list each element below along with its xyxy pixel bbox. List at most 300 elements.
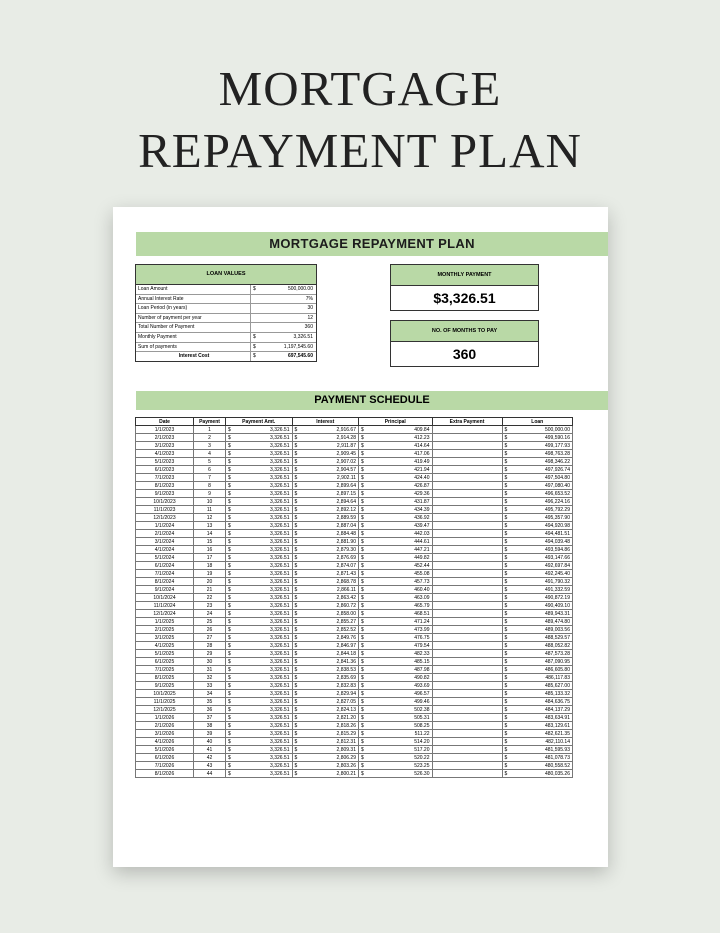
cell-currency: $ [502, 610, 513, 618]
cell-payment-no: 10 [194, 498, 226, 506]
cell-loan: 494,920.98 [513, 522, 573, 530]
cell-currency: $ [292, 682, 303, 690]
cell-currency: $ [359, 698, 370, 706]
loan-value-amount: 3,326.51 [293, 333, 313, 340]
cell-currency: $ [292, 634, 303, 642]
cell-loan: 482,110.14 [513, 738, 573, 746]
cell-currency: $ [292, 474, 303, 482]
cell-currency: $ [359, 634, 370, 642]
cell-principal: 442.03 [369, 530, 432, 538]
cell-currency: $ [359, 498, 370, 506]
cell-currency: $ [359, 722, 370, 730]
cell-interest: 2,911.87 [303, 442, 359, 450]
cell-extra-payment [432, 754, 502, 762]
cell-interest: 2,866.11 [303, 586, 359, 594]
cell-extra-payment [432, 626, 502, 634]
cell-extra-payment [432, 658, 502, 666]
cell-loan: 486,117.83 [513, 674, 573, 682]
cell-currency: $ [502, 746, 513, 754]
spreadsheet-sheet [113, 207, 608, 867]
cell-interest: 2,858.00 [303, 610, 359, 618]
cell-payment-no: 35 [194, 698, 226, 706]
cell-extra-payment [432, 554, 502, 562]
cell-payment-amt: 3,326.51 [236, 682, 292, 690]
loan-value-label: Interest Cost [136, 352, 251, 361]
cell-currency: $ [359, 738, 370, 746]
table-row [136, 738, 573, 746]
cell-principal: 417.06 [369, 450, 432, 458]
cell-currency: $ [359, 554, 370, 562]
cell-principal: 493.69 [369, 682, 432, 690]
cell-currency: $ [226, 458, 237, 466]
cell-extra-payment [432, 770, 502, 778]
cell-currency: $ [226, 698, 237, 706]
cell-interest: 2,832.83 [303, 682, 359, 690]
cell-currency: $ [292, 650, 303, 658]
cell-extra-payment [432, 482, 502, 490]
table-row [136, 426, 573, 434]
cell-loan: 494,039.48 [513, 538, 573, 546]
loan-value-amount: 12 [307, 314, 313, 321]
cell-currency: $ [292, 458, 303, 466]
cell-currency: $ [359, 586, 370, 594]
cell-principal: 496.57 [369, 690, 432, 698]
cell-extra-payment [432, 650, 502, 658]
cell-currency: $ [502, 626, 513, 634]
cell-payment-no: 5 [194, 458, 226, 466]
cell-date: 3/1/2026 [136, 730, 194, 738]
cell-payment-amt: 3,326.51 [236, 690, 292, 698]
cell-currency: $ [292, 610, 303, 618]
cell-currency: $ [359, 682, 370, 690]
cell-currency: $ [359, 426, 370, 434]
cell-extra-payment [432, 474, 502, 482]
cell-currency: $ [359, 690, 370, 698]
cell-loan: 499,177.93 [513, 442, 573, 450]
cell-currency: $ [502, 434, 513, 442]
cell-date: 7/1/2026 [136, 762, 194, 770]
cell-currency: $ [359, 754, 370, 762]
cell-interest: 2,818.26 [303, 722, 359, 730]
cell-extra-payment [432, 578, 502, 586]
months-to-pay-value: 360 [452, 346, 477, 362]
cell-currency: $ [292, 578, 303, 586]
cell-date: 1/1/2026 [136, 714, 194, 722]
cell-currency: $ [359, 666, 370, 674]
cell-currency: $ [502, 570, 513, 578]
cell-date: 11/1/2024 [136, 602, 194, 610]
col-loan: Loan [502, 418, 573, 426]
cell-loan: 487,090.95 [513, 658, 573, 666]
cell-date: 4/1/2026 [136, 738, 194, 746]
loan-value-currency: $ [253, 333, 256, 340]
cell-currency: $ [502, 642, 513, 650]
page-headline [0, 58, 720, 182]
cell-currency: $ [502, 450, 513, 458]
cell-currency: $ [226, 754, 237, 762]
cell-extra-payment [432, 722, 502, 730]
cell-loan: 489,474.80 [513, 618, 573, 626]
loan-value-currency [251, 295, 261, 304]
cell-currency: $ [226, 482, 237, 490]
cell-loan: 494,481.51 [513, 530, 573, 538]
cell-payment-amt: 3,326.51 [236, 450, 292, 458]
cell-payment-amt: 3,326.51 [236, 514, 292, 522]
schedule-header-row [136, 418, 573, 426]
cell-currency: $ [292, 538, 303, 546]
cell-currency: $ [292, 602, 303, 610]
cell-payment-amt: 3,326.51 [236, 730, 292, 738]
loan-value-row [136, 333, 316, 343]
cell-loan: 485,133.32 [513, 690, 573, 698]
table-row [136, 602, 573, 610]
cell-extra-payment [432, 682, 502, 690]
table-row [136, 482, 573, 490]
loan-value-amount: 7% [305, 295, 313, 302]
cell-currency: $ [359, 442, 370, 450]
cell-currency: $ [292, 490, 303, 498]
cell-payment-amt: 3,326.51 [236, 714, 292, 722]
cell-extra-payment [432, 458, 502, 466]
cell-loan: 480,558.52 [513, 762, 573, 770]
cell-payment-amt: 3,326.51 [236, 674, 292, 682]
cell-principal: 421.94 [369, 466, 432, 474]
cell-loan: 500,000.00 [513, 426, 573, 434]
cell-principal: 514.20 [369, 738, 432, 746]
cell-payment-amt: 3,326.51 [236, 474, 292, 482]
table-row [136, 522, 573, 530]
cell-payment-no: 11 [194, 506, 226, 514]
loan-value-amount: 30 [307, 305, 313, 312]
table-row [136, 442, 573, 450]
cell-interest: 2,914.28 [303, 434, 359, 442]
table-row [136, 682, 573, 690]
cell-date: 12/1/2024 [136, 610, 194, 618]
cell-principal: 505.31 [369, 714, 432, 722]
loan-values-box [135, 264, 317, 362]
cell-currency: $ [292, 442, 303, 450]
cell-currency: $ [226, 610, 237, 618]
cell-currency: $ [226, 474, 237, 482]
loan-values-header: LOAN VALUES [136, 265, 316, 285]
cell-currency: $ [359, 530, 370, 538]
cell-interest: 2,874.07 [303, 562, 359, 570]
cell-currency: $ [359, 570, 370, 578]
monthly-payment-value: $3,326.51 [433, 290, 496, 306]
cell-currency: $ [292, 554, 303, 562]
cell-payment-no: 6 [194, 466, 226, 474]
cell-currency: $ [226, 738, 237, 746]
cell-currency: $ [359, 434, 370, 442]
cell-date: 5/1/2024 [136, 554, 194, 562]
cell-loan: 496,224.16 [513, 498, 573, 506]
cell-currency: $ [292, 690, 303, 698]
cell-principal: 526.30 [369, 770, 432, 778]
cell-payment-amt: 3,326.51 [236, 634, 292, 642]
cell-currency: $ [359, 618, 370, 626]
cell-extra-payment [432, 546, 502, 554]
cell-payment-amt: 3,326.51 [236, 762, 292, 770]
cell-date: 9/1/2024 [136, 586, 194, 594]
table-row [136, 626, 573, 634]
cell-date: 1/1/2024 [136, 522, 194, 530]
cell-currency: $ [359, 450, 370, 458]
cell-payment-amt: 3,326.51 [236, 698, 292, 706]
cell-interest: 2,812.31 [303, 738, 359, 746]
cell-currency: $ [226, 562, 237, 570]
cell-date: 2/1/2023 [136, 434, 194, 442]
cell-extra-payment [432, 490, 502, 498]
cell-extra-payment [432, 674, 502, 682]
table-row [136, 530, 573, 538]
cell-date: 3/1/2024 [136, 538, 194, 546]
cell-interest: 2,881.90 [303, 538, 359, 546]
cell-date: 4/1/2023 [136, 450, 194, 458]
cell-currency: $ [502, 578, 513, 586]
col-principal: Principal [359, 418, 433, 426]
cell-payment-amt: 3,326.51 [236, 706, 292, 714]
cell-interest: 2,907.02 [303, 458, 359, 466]
cell-currency: $ [292, 466, 303, 474]
cell-interest: 2,904.57 [303, 466, 359, 474]
cell-currency: $ [226, 442, 237, 450]
cell-loan: 492,697.84 [513, 562, 573, 570]
cell-payment-amt: 3,326.51 [236, 522, 292, 530]
cell-currency: $ [359, 458, 370, 466]
cell-currency: $ [502, 738, 513, 746]
cell-principal: 460.40 [369, 586, 432, 594]
cell-currency: $ [359, 514, 370, 522]
cell-extra-payment [432, 538, 502, 546]
cell-loan: 495,792.29 [513, 506, 573, 514]
loan-value-label: Monthly Payment [136, 333, 251, 342]
cell-interest: 2,909.45 [303, 450, 359, 458]
table-row [136, 618, 573, 626]
cell-principal: 409.84 [369, 426, 432, 434]
cell-payment-amt: 3,326.51 [236, 506, 292, 514]
cell-currency: $ [292, 546, 303, 554]
cell-currency: $ [359, 506, 370, 514]
cell-payment-amt: 3,326.51 [236, 666, 292, 674]
cell-currency: $ [359, 578, 370, 586]
loan-value-currency: $ [253, 353, 256, 360]
cell-currency: $ [502, 426, 513, 434]
cell-date: 6/1/2024 [136, 562, 194, 570]
cell-payment-amt: 3,326.51 [236, 658, 292, 666]
table-row [136, 490, 573, 498]
cell-payment-no: 15 [194, 538, 226, 546]
table-row [136, 562, 573, 570]
loan-value-row [136, 352, 316, 361]
loan-value-row [136, 314, 316, 324]
table-row [136, 538, 573, 546]
cell-loan: 481,078.73 [513, 754, 573, 762]
cell-currency: $ [292, 674, 303, 682]
cell-loan: 488,052.82 [513, 642, 573, 650]
cell-extra-payment [432, 634, 502, 642]
cell-currency: $ [502, 522, 513, 530]
cell-extra-payment [432, 466, 502, 474]
cell-currency: $ [502, 562, 513, 570]
cell-currency: $ [226, 642, 237, 650]
cell-payment-amt: 3,326.51 [236, 650, 292, 658]
cell-interest: 2,827.05 [303, 698, 359, 706]
cell-payment-amt: 3,326.51 [236, 570, 292, 578]
cell-principal: 490.82 [369, 674, 432, 682]
cell-date: 1/1/2023 [136, 426, 194, 434]
cell-principal: 414.64 [369, 442, 432, 450]
payment-schedule-title: PAYMENT SCHEDULE [136, 391, 608, 410]
cell-interest: 2,844.18 [303, 650, 359, 658]
cell-payment-amt: 3,326.51 [236, 722, 292, 730]
cell-payment-amt: 3,326.51 [236, 442, 292, 450]
loan-value-amount: 697,545.60 [287, 353, 313, 360]
cell-payment-no: 41 [194, 746, 226, 754]
cell-currency: $ [226, 690, 237, 698]
table-row [136, 746, 573, 754]
loan-value-currency [251, 304, 261, 313]
cell-payment-amt: 3,326.51 [236, 618, 292, 626]
cell-date: 2/1/2025 [136, 626, 194, 634]
cell-currency: $ [226, 626, 237, 634]
table-row [136, 642, 573, 650]
cell-principal: 455.08 [369, 570, 432, 578]
cell-currency: $ [226, 554, 237, 562]
cell-currency: $ [502, 586, 513, 594]
cell-payment-no: 18 [194, 562, 226, 570]
cell-payment-no: 44 [194, 770, 226, 778]
cell-currency: $ [292, 754, 303, 762]
cell-loan: 490,872.19 [513, 594, 573, 602]
cell-currency: $ [502, 538, 513, 546]
cell-currency: $ [292, 722, 303, 730]
cell-extra-payment [432, 498, 502, 506]
cell-payment-no: 26 [194, 626, 226, 634]
cell-payment-no: 39 [194, 730, 226, 738]
cell-currency: $ [226, 530, 237, 538]
cell-currency: $ [226, 514, 237, 522]
cell-date: 12/1/2023 [136, 514, 194, 522]
cell-currency: $ [359, 522, 370, 530]
cell-currency: $ [502, 762, 513, 770]
cell-date: 2/1/2026 [136, 722, 194, 730]
cell-payment-no: 14 [194, 530, 226, 538]
payment-schedule-table [135, 417, 573, 778]
cell-principal: 457.73 [369, 578, 432, 586]
cell-payment-no: 24 [194, 610, 226, 618]
loan-value-row [136, 304, 316, 314]
cell-loan: 491,790.32 [513, 578, 573, 586]
cell-interest: 2,899.64 [303, 482, 359, 490]
cell-loan: 487,573.28 [513, 650, 573, 658]
cell-loan: 481,595.93 [513, 746, 573, 754]
cell-currency: $ [226, 426, 237, 434]
cell-date: 7/1/2023 [136, 474, 194, 482]
cell-principal: 523.25 [369, 762, 432, 770]
cell-interest: 2,897.15 [303, 490, 359, 498]
cell-currency: $ [502, 698, 513, 706]
cell-currency: $ [226, 538, 237, 546]
cell-interest: 2,841.36 [303, 658, 359, 666]
table-row [136, 698, 573, 706]
cell-payment-no: 31 [194, 666, 226, 674]
cell-currency: $ [292, 594, 303, 602]
cell-payment-no: 12 [194, 514, 226, 522]
cell-extra-payment [432, 586, 502, 594]
cell-currency: $ [292, 698, 303, 706]
cell-currency: $ [226, 498, 237, 506]
col-date: Date [136, 418, 194, 426]
cell-currency: $ [226, 730, 237, 738]
cell-currency: $ [502, 770, 513, 778]
cell-payment-amt: 3,326.51 [236, 562, 292, 570]
monthly-payment-box [390, 264, 539, 311]
cell-currency: $ [292, 666, 303, 674]
cell-payment-amt: 3,326.51 [236, 426, 292, 434]
cell-interest: 2,846.97 [303, 642, 359, 650]
cell-currency: $ [292, 570, 303, 578]
loan-value-row [136, 343, 316, 353]
cell-principal: 479.54 [369, 642, 432, 650]
cell-date: 7/1/2024 [136, 570, 194, 578]
cell-principal: 520.22 [369, 754, 432, 762]
cell-currency: $ [226, 746, 237, 754]
cell-principal: 429.36 [369, 490, 432, 498]
cell-extra-payment [432, 698, 502, 706]
cell-currency: $ [226, 434, 237, 442]
table-row [136, 634, 573, 642]
cell-loan: 499,590.16 [513, 434, 573, 442]
cell-currency: $ [292, 642, 303, 650]
cell-extra-payment [432, 610, 502, 618]
cell-loan: 488,529.57 [513, 634, 573, 642]
cell-payment-no: 8 [194, 482, 226, 490]
cell-payment-no: 34 [194, 690, 226, 698]
cell-currency: $ [502, 594, 513, 602]
cell-payment-amt: 3,326.51 [236, 594, 292, 602]
cell-currency: $ [292, 562, 303, 570]
cell-date: 1/1/2025 [136, 618, 194, 626]
cell-principal: 444.61 [369, 538, 432, 546]
cell-currency: $ [359, 466, 370, 474]
cell-currency: $ [226, 762, 237, 770]
cell-currency: $ [292, 738, 303, 746]
cell-extra-payment [432, 506, 502, 514]
cell-principal: 511.22 [369, 730, 432, 738]
cell-payment-no: 21 [194, 586, 226, 594]
cell-loan: 498,346.22 [513, 458, 573, 466]
cell-payment-amt: 3,326.51 [236, 482, 292, 490]
table-row [136, 610, 573, 618]
cell-currency: $ [226, 634, 237, 642]
cell-currency: $ [502, 442, 513, 450]
cell-extra-payment [432, 522, 502, 530]
cell-payment-amt: 3,326.51 [236, 626, 292, 634]
cell-payment-no: 3 [194, 442, 226, 450]
cell-currency: $ [359, 538, 370, 546]
cell-currency: $ [226, 466, 237, 474]
loan-value-amount: 360 [304, 324, 313, 331]
cell-currency: $ [292, 450, 303, 458]
cell-currency: $ [502, 682, 513, 690]
cell-currency: $ [226, 522, 237, 530]
cell-date: 9/1/2025 [136, 682, 194, 690]
cell-payment-no: 28 [194, 642, 226, 650]
cell-date: 5/1/2023 [136, 458, 194, 466]
cell-currency: $ [292, 762, 303, 770]
cell-currency: $ [292, 746, 303, 754]
cell-currency: $ [502, 474, 513, 482]
